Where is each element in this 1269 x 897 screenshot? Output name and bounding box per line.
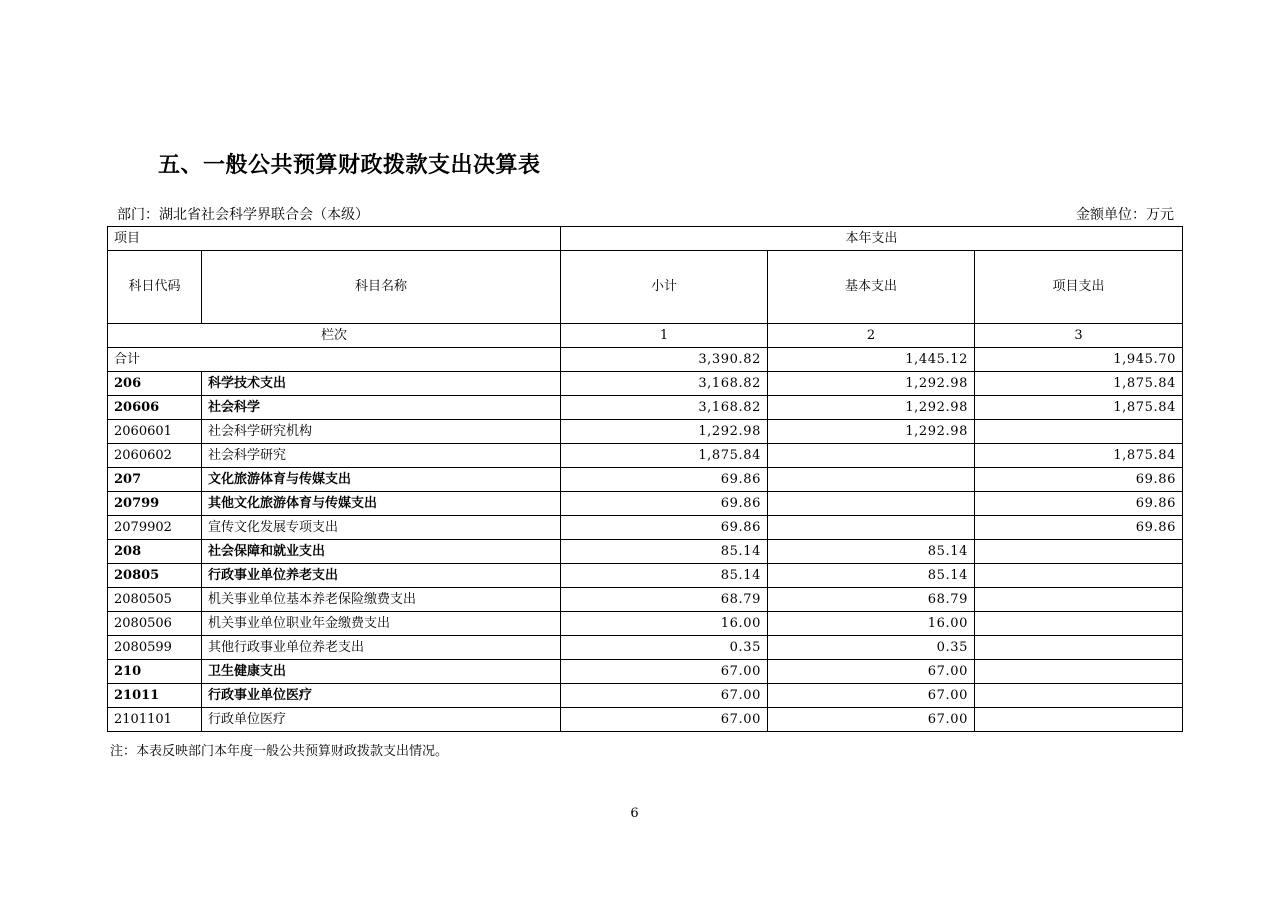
row-name: 宣传文化发展专项支出: [202, 516, 561, 540]
table-row: [108, 660, 1183, 684]
total-project: 1,945.70: [975, 348, 1183, 372]
row-name: 行政事业单位养老支出: [202, 564, 561, 588]
table-row: [108, 468, 1183, 492]
row-subtotal: 85.14: [561, 540, 768, 564]
row-project: [975, 660, 1183, 684]
header-project: 项目支出: [975, 251, 1183, 324]
row-code: 20606: [108, 396, 202, 420]
row-project: [975, 684, 1183, 708]
row-name: 社会科学研究机构: [202, 420, 561, 444]
table-row: [108, 420, 1183, 444]
header-code: 科日代码: [108, 251, 202, 324]
total-label: 合计: [108, 348, 561, 372]
column-index-label: 栏次: [108, 324, 561, 348]
table-row: [108, 372, 1183, 396]
row-project: 1,875.84: [975, 444, 1183, 468]
table-row: [108, 516, 1183, 540]
row-subtotal: 68.79: [561, 588, 768, 612]
row-subtotal: 3,168.82: [561, 372, 768, 396]
row-subtotal: 3,168.82: [561, 396, 768, 420]
row-subtotal: 0.35: [561, 636, 768, 660]
row-name: 文化旅游体育与传媒支出: [202, 468, 561, 492]
row-code: 21011: [108, 684, 202, 708]
table-row: [108, 540, 1183, 564]
header-name: 科目名称: [202, 251, 561, 324]
row-name: 其他行政事业单位养老支出: [202, 636, 561, 660]
total-basic: 1,445.12: [768, 348, 975, 372]
header-basic: 基本支出: [768, 251, 975, 324]
footnote: 注：本表反映部门本年度一般公共预算财政拨款支出情况。: [110, 744, 449, 759]
row-project: [975, 540, 1183, 564]
row-basic: 1,292.98: [768, 372, 975, 396]
row-project: [975, 636, 1183, 660]
row-basic: 67.00: [768, 684, 975, 708]
row-code: 2080505: [108, 588, 202, 612]
row-project: [975, 612, 1183, 636]
header-current-year-expense: 本年支出: [561, 227, 1183, 251]
row-subtotal: 69.86: [561, 516, 768, 540]
row-code: 2080506: [108, 612, 202, 636]
row-basic: 0.35: [768, 636, 975, 660]
row-name: 社会科学: [202, 396, 561, 420]
row-code: 2060602: [108, 444, 202, 468]
row-project: [975, 564, 1183, 588]
row-code: 2060601: [108, 420, 202, 444]
unit-label: 金额单位：万元: [1076, 207, 1174, 223]
row-project: 1,875.84: [975, 396, 1183, 420]
total-subtotal: 3,390.82: [561, 348, 768, 372]
table-row: [108, 396, 1183, 420]
row-name: 行政事业单位医疗: [202, 684, 561, 708]
row-basic: 67.00: [768, 660, 975, 684]
row-code: 2101101: [108, 708, 202, 732]
table-row: [108, 684, 1183, 708]
page-title: 五、一般公共预算财政拨款支出决算表: [158, 153, 541, 178]
row-subtotal: 16.00: [561, 612, 768, 636]
row-subtotal: 67.00: [561, 708, 768, 732]
table-row: [108, 492, 1183, 516]
row-name: 科学技术支出: [202, 372, 561, 396]
row-code: 2079902: [108, 516, 202, 540]
row-project: [975, 420, 1183, 444]
budget-table: [107, 226, 1183, 732]
header-row-columns: [108, 251, 1183, 324]
row-code: 20805: [108, 564, 202, 588]
row-code: 206: [108, 372, 202, 396]
row-name: 社会保障和就业支出: [202, 540, 561, 564]
header-row-top: [108, 227, 1183, 251]
row-basic: 16.00: [768, 612, 975, 636]
row-project: 69.86: [975, 492, 1183, 516]
row-project: 69.86: [975, 468, 1183, 492]
row-basic: [768, 492, 975, 516]
table-row: [108, 564, 1183, 588]
table-row: [108, 612, 1183, 636]
row-name: 机关事业单位基本养老保险缴费支出: [202, 588, 561, 612]
row-basic: 1,292.98: [768, 420, 975, 444]
table-row: [108, 444, 1183, 468]
row-code: 210: [108, 660, 202, 684]
row-basic: 85.14: [768, 564, 975, 588]
row-basic: 67.00: [768, 708, 975, 732]
row-code: 207: [108, 468, 202, 492]
row-name: 机关事业单位职业年金缴费支出: [202, 612, 561, 636]
row-project: 69.86: [975, 516, 1183, 540]
row-subtotal: 67.00: [561, 660, 768, 684]
row-basic: 1,292.98: [768, 396, 975, 420]
table-row: [108, 636, 1183, 660]
row-code: 208: [108, 540, 202, 564]
row-code: 2080599: [108, 636, 202, 660]
row-project: 1,875.84: [975, 372, 1183, 396]
row-subtotal: 69.86: [561, 468, 768, 492]
row-basic: 68.79: [768, 588, 975, 612]
department-label: 部门：湖北省社会科学界联合会（本级）: [117, 207, 369, 223]
row-basic: [768, 516, 975, 540]
table-row: [108, 708, 1183, 732]
row-name: 卫生健康支出: [202, 660, 561, 684]
row-subtotal: 85.14: [561, 564, 768, 588]
row-basic: 85.14: [768, 540, 975, 564]
column-index-1: 1: [561, 324, 768, 348]
total-row: [108, 348, 1183, 372]
row-name: 社会科学研究: [202, 444, 561, 468]
header-item: 项目: [108, 227, 561, 251]
row-subtotal: 67.00: [561, 684, 768, 708]
row-subtotal: 1,875.84: [561, 444, 768, 468]
row-code: 20799: [108, 492, 202, 516]
column-index-row: [108, 324, 1183, 348]
page-number: 6: [630, 806, 639, 821]
column-index-2: 2: [768, 324, 975, 348]
row-basic: [768, 444, 975, 468]
column-index-3: 3: [975, 324, 1183, 348]
table-row: [108, 588, 1183, 612]
row-project: [975, 588, 1183, 612]
row-name: 行政单位医疗: [202, 708, 561, 732]
header-subtotal: 小计: [561, 251, 768, 324]
row-basic: [768, 468, 975, 492]
row-subtotal: 69.86: [561, 492, 768, 516]
row-name: 其他文化旅游体育与传媒支出: [202, 492, 561, 516]
row-project: [975, 708, 1183, 732]
row-subtotal: 1,292.98: [561, 420, 768, 444]
